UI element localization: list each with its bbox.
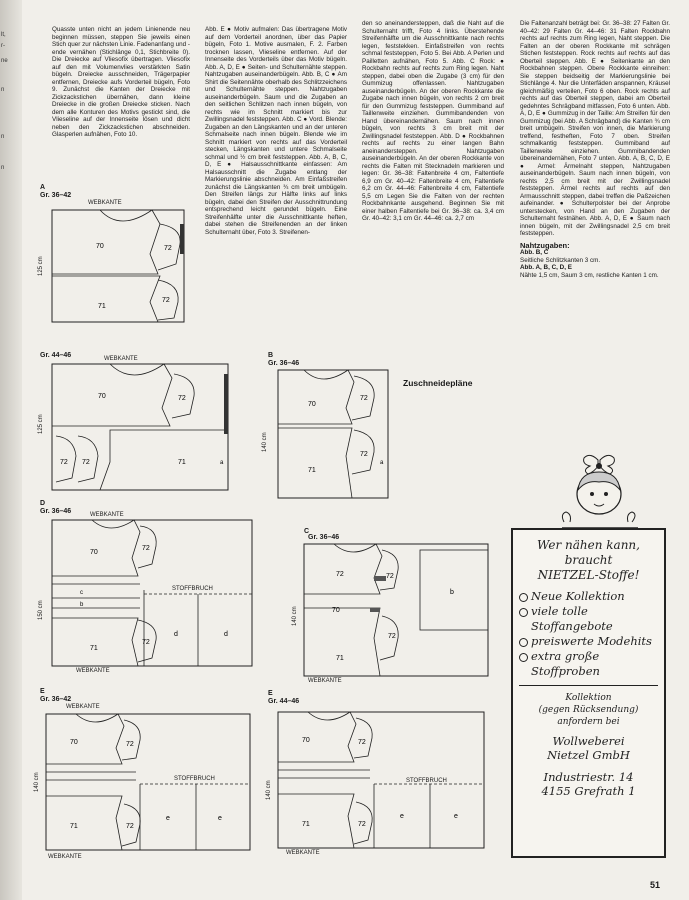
plan-size: Gr. 44–46 <box>40 352 72 359</box>
ad-feature-item: viele tolle Stoffangebote <box>519 604 658 634</box>
cutting-plan-c <box>294 528 496 688</box>
ad-city: 4155 Grefrath 1 <box>541 784 636 798</box>
svg-text:72: 72 <box>162 297 170 304</box>
fabric-length: 140 cm <box>262 432 268 452</box>
svg-text:70: 70 <box>70 739 78 746</box>
selvage-label: WEBKANTE <box>90 512 124 518</box>
cutting-plan-a-44-46 <box>40 352 238 500</box>
ad-order-text: (gegen Rücksendung) <box>538 705 639 715</box>
selvage-label: WEBKANTE <box>286 850 320 856</box>
svg-text:72: 72 <box>388 633 396 640</box>
svg-text:72: 72 <box>336 571 344 578</box>
seam-allowance-text: Seitliche Schlitzkanten 3 cm. <box>520 256 601 264</box>
fabric-length: 140 cm <box>266 780 272 800</box>
spine-text: n <box>1 165 5 171</box>
svg-text:b: b <box>450 589 454 596</box>
svg-text:c: c <box>80 590 83 596</box>
plan-size: Gr. 36–42 <box>40 192 72 199</box>
svg-text:70: 70 <box>98 393 106 400</box>
fabric-length: 140 cm <box>292 606 298 626</box>
plan-size: Gr. 36–46 <box>268 360 300 367</box>
spine-text: lt, <box>1 32 6 38</box>
svg-text:d: d <box>224 631 228 638</box>
seam-allowance-label: Abb. A, B, C, D, E <box>520 264 572 271</box>
svg-text:72: 72 <box>358 739 366 746</box>
instructions-text: Die Faltenanzahl beträgt bei: Gr. 36–38: 27 Falten Gr. 40–42: 29 Falten Gr. 44–46: 31 Falten Rockbahn rechts auf rechts zum Ring legen, Naht steppen. Die Falten an der oberen Rockkante mit schrägen Stichen feststeppen. Rock rechts auf rechts auf das Oberteil steppen. Abb. E ● Seitenkante an den Rockbahnen steppen. Obere Rockkante einreihen: Sie steppen beidseitig der Markierungslinie bei Stichlänge 4. Nur die Unterfäden anspannen, Kräusel gleichmäßig verteilen, Foto 6 oben. Rock rechts auf rechts auf das Oberteil steppen, dabei am Oberteil gedehntes Schrägband mitfassen, Foto 6 unten. Abb. A, D, E ● Gummizug in der Taille: Am Streifen für den Gummizug (bei Abb. A Schrägband) die Kanten ¾ cm breit umbügeln. Streifen von innen, die Markierung treffend, festheften, Foto 7 oben. Streifen schmalkantig feststeppen. Gummiband auf Taillenweite einziehen. Gummibandenden übereinandernähen, Foto 7 unten. Abb. A, B, C, D, E ● Armel: Ärmelnaht steppen, Nahtzugaben auseinanderbügeln. Saum nach innen bügeln, von rechts 2,5 cm breit mit der Zwillingsnadel feststeppen. Ärmel rechts auf rechts auf den Armausschnitt steppen, dabei treffen die Paßzeichen aufeinander. ● Schulterpolster bei der Anprobe unterstecken, von Hand an den Zugaben der Schulternaht festnähen. Abb. A, D, E ● Saum nach innen bügeln, mit der Zwillingsnadel 2,5 cm breit feststeppen. <box>520 20 670 237</box>
svg-text:71: 71 <box>336 655 344 662</box>
fabric-length: 125 cm <box>38 414 44 434</box>
spine-text: n <box>1 134 5 140</box>
ad-company-name: Nietzel GmbH <box>547 748 630 762</box>
svg-text:a: a <box>220 460 224 466</box>
instructions-text: Abb. E ● Motiv aufmalen: Das übertragene Motiv auf dem Vorderteil anordnen, über das Papier bügeln, Foto 1. Motive ausmalen, F. 2. Farben trocknen lassen, Vlieseline entfernen. Auf der Innenseite des Vorderteils über das Motiv bügeln. Abb. A, D, E ● Seiten- und Schulternähte steppen. Nahtzugaben auseinanderbügeln. Abb. B, C ● Am Shirt die Seitennähte oberhalb des Schlitzzeichens und Schulternähte steppen. Nahtzugaben auseinanderbügeln. Saum und die Zugaben an den seitlichen Schlitzen nach innen bügeln, von rechts wie im Schnitt markiert bis zur Zwillingsnadel feststeppen. Abb. C ● Vord. Blende: Zugaben an den Längskanten und an der unteren Schmalseite nach innen bügeln. Blende wie im Schnitt markiert von rechts auf das Vorderteil stecken, Längskanten und untere Schmalseite schmal und ½ cm breit feststeppen. Abb. A, B, C, D, E ● Halsausschnittkante einfassen: Am Halsausschnitt die Zugabe entlang der Markierungslinie abschneiden. Am Einfaßstreifen zunächst die Längskanten ¾ cm breit umbügeln. Den Streifen längs zur Hälfte links auf links bügeln, dabei den Streifen der Ausschnittrundung entsprechend leicht gerundet bügeln. Eine Streifenhälfte unter die Ausschnittkante heften, dabei stehen die Streifenenden an der linken Schulternaht über, Foto 3. Streifenen- <box>205 26 347 236</box>
instructions-text: den so aneinandersteppen, daß die Naht auf die Schulternaht trifft, Foto 4 links. Überstehende Streifenhälfte um die Ausschnittkante nach rechts legen, feststekken. Einfaßstreifen von rechts schmal feststeppen, Foto 5. Bei Abb. A Perlen und Pailletten aufnähen, Foto 5. Abb. C Rock: ● Rockbahn rechts auf rechts zum Ring legen. Naht steppen, dabei oben die Zugabe (3 cm) für den Gummizug offenlassen. Nahtzugaben auseinanderbügeln. An der oberen Rockkante die Zugabe nach innen bügeln, von rechts 2 cm breit für den Gummizug feststeppen. Gummiband auf Taillenweite einziehen. Gummibandenden von Hand übereinandernähen. Saum nach innen bügeln, von rechts 3 cm breit mit der Zwillingsnadel feststeppen. Abb. D ● Rockbahnen rechts auf rechts zu einer langen Bahn aneinandersteppen. Nahtzugaben auseinanderbügeln. An der oberen Rockkante von rechts die Falten mit Stecknadeln markieren und legen: Gr. 36–38: Faltenbreite 4 cm, Faltentiefe 6,9 cm Gr. 40–42: Faltenbreite 4 cm, Faltentiefe 6,2 cm Gr. 44–46: Faltenbreite 4 cm, Faltentiefe 5,5 cm Legen Sie die Falten von der rechten Rockbahnkante ausgehend. Beginnen Sie mit einer halben Faltentiefe bei Gr. 36–38: ca. 3,4 cm Gr. 40–42: 3,1 cm Gr. 44–46: ca. 2,7 cm <box>362 20 504 222</box>
selvage-label: WEBKANTE <box>104 356 138 362</box>
svg-text:72: 72 <box>126 741 134 748</box>
ad-company-name: Wollweberei <box>552 734 625 748</box>
page-number: 51 <box>650 880 661 890</box>
plan-size: Gr. 36–46 <box>308 534 340 541</box>
fold-label: STOFFBRUCH <box>172 586 213 592</box>
svg-text:e: e <box>218 815 222 822</box>
svg-text:72: 72 <box>82 459 90 466</box>
cutting-plan-a-36-42 <box>40 184 200 344</box>
spine-text: ne <box>1 58 8 64</box>
cutting-plan-d <box>40 500 260 678</box>
selvage-label: WEBKANTE <box>48 854 82 860</box>
plan-size: Gr. 36–42 <box>40 696 72 703</box>
seam-allowance-text: Nähte 1,5 cm, Saum 3 cm, restliche Kanten 1 cm. <box>520 271 659 279</box>
svg-text:72: 72 <box>126 823 134 830</box>
svg-text:70: 70 <box>96 243 104 250</box>
cutting-plan-e-44-46 <box>266 690 492 864</box>
plan-size: Gr. 36–46 <box>40 508 72 515</box>
fold-label: STOFFBRUCH <box>406 778 447 784</box>
svg-text:a: a <box>380 460 384 466</box>
svg-text:e: e <box>166 815 170 822</box>
selvage-label: WEBKANTE <box>88 200 122 206</box>
instructions-column-2 <box>205 26 347 346</box>
svg-text:70: 70 <box>90 549 98 556</box>
fabric-length: 140 cm <box>34 772 40 792</box>
selvage-label: WEBKANTE <box>308 678 342 684</box>
ad-feature-item: extra große Stoffproben <box>519 649 658 679</box>
ad-headline: Wer nähen kann, <box>537 538 640 552</box>
svg-text:72: 72 <box>360 395 368 402</box>
plan-label: B <box>268 352 274 359</box>
cutting-plan-b <box>262 352 394 500</box>
plan-size: Gr. 44–46 <box>268 698 300 705</box>
pattern-diagram <box>266 352 394 500</box>
plan-label: D <box>40 500 46 507</box>
plan-label: E <box>268 690 273 697</box>
cutting-plan-e-36-42 <box>34 688 258 864</box>
ad-headline: braucht <box>564 553 613 567</box>
pattern-diagram <box>40 688 258 864</box>
fabric-length: 125 cm <box>38 256 44 276</box>
svg-text:71: 71 <box>98 303 106 310</box>
instructions-column-3 <box>362 20 504 350</box>
svg-text:71: 71 <box>302 821 310 828</box>
svg-text:e: e <box>400 813 404 820</box>
svg-text:72: 72 <box>164 245 172 252</box>
girl-illustration <box>554 452 644 536</box>
left-page-edge <box>0 0 22 900</box>
svg-text:70: 70 <box>308 401 316 408</box>
svg-text:70: 70 <box>302 737 310 744</box>
instructions-column-1 <box>52 26 190 166</box>
svg-text:71: 71 <box>178 459 186 466</box>
plan-label: A <box>40 184 46 191</box>
ad-feature-item: preiswerte Modehits <box>519 634 658 649</box>
ad-order-text: Kollektion <box>565 693 612 703</box>
nietzel-advertisement <box>511 528 666 858</box>
selvage-label: WEBKANTE <box>66 704 100 710</box>
ad-street: Industriestr. 14 <box>543 770 634 784</box>
svg-text:d: d <box>174 631 178 638</box>
svg-text:e: e <box>454 813 458 820</box>
seam-allowance-heading: Nahtzugaben: <box>520 240 570 250</box>
instructions-column-4 <box>520 20 670 430</box>
svg-text:71: 71 <box>308 467 316 474</box>
cutting-plans-title: Zuschneidepläne <box>403 378 473 388</box>
spine-text: r- <box>1 43 5 49</box>
svg-text:72: 72 <box>386 573 394 580</box>
svg-text:72: 72 <box>142 639 150 646</box>
svg-text:72: 72 <box>358 821 366 828</box>
fabric-length: 150 cm <box>38 600 44 620</box>
svg-text:b: b <box>80 602 84 608</box>
spine-text: n <box>1 87 5 93</box>
ad-divider <box>519 685 658 686</box>
instructions-text: Quasste unten nicht an jedem Linienende neu beginnen müssen, steppen Sie jeweils einen Stich quer zur nächsten Linie. Fadenanfang und -ende vernähen (Stichlänge 0,1, Stichbreite 0). Die Dreiecke auf Vliesofix übertragen. Vliesofix auf den mit Volumenvlies verstärkten Satin bügeln. Dreiecke ausschneiden, Trägerpapier entfernen, Dreiecke aufs Vorderteil bügeln, Foto 9. Zunächst die Kanten der Dreiecke mit Zickzackstichen übernähen, dann kleine Dreiecke in die großen Dreiecke sticken. Nach dem alle Konturen des Motivs gestickt sind, die Vlieseline auf der Innenseite lösen und dicht neben den Zickzackstichen abschneiden. Glasperlen aufnähen, Foto 10. <box>52 26 190 138</box>
seam-allowance-label: Abb. B, C <box>520 249 549 256</box>
svg-text:71: 71 <box>90 645 98 652</box>
ad-order-text: anfordern bei <box>557 717 620 727</box>
plan-label: C <box>304 528 310 535</box>
svg-text:72: 72 <box>60 459 68 466</box>
pattern-diagram <box>40 352 238 500</box>
svg-text:72: 72 <box>142 545 150 552</box>
pattern-diagram <box>40 184 200 344</box>
plan-label: E <box>40 688 45 695</box>
svg-text:72: 72 <box>178 395 186 402</box>
ad-feature-list <box>519 589 658 679</box>
ad-feature-item: Neue Kollektion <box>519 589 658 604</box>
svg-text:72: 72 <box>360 451 368 458</box>
ad-headline-brand: NIETZEL-Stoffe! <box>537 568 640 582</box>
pattern-diagram <box>40 500 260 678</box>
selvage-label: WEBKANTE <box>76 668 110 674</box>
pattern-diagram <box>294 528 496 688</box>
fold-label: STOFFBRUCH <box>174 776 215 782</box>
svg-text:71: 71 <box>70 823 78 830</box>
pattern-diagram <box>266 690 492 864</box>
svg-text:70: 70 <box>332 607 340 614</box>
